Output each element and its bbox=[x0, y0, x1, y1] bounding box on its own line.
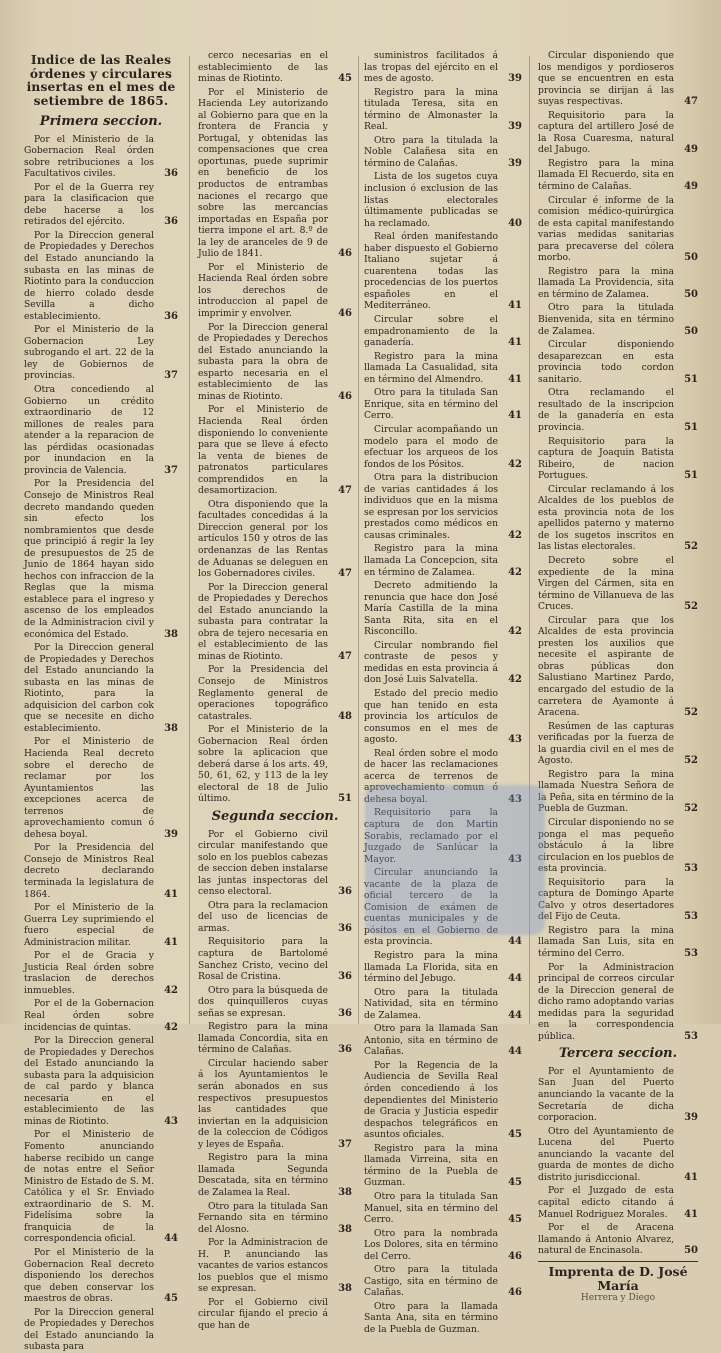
index-entry bbox=[198, 404, 352, 496]
entry-page-number: 53 bbox=[684, 911, 698, 923]
entry-text: Otro para la titulada Castigo, sita en término de Calañas. bbox=[364, 1264, 498, 1299]
entry-text: Real órden sobre el modo de hacer las reclamaciones acerca de terrenos de aprovechamiento comun ó dehesa boyal. bbox=[364, 747, 498, 805]
index-entry bbox=[364, 543, 522, 578]
entry-text: Por el Gobierno civil circular fijando el precio á que han de bbox=[198, 1296, 328, 1331]
index-entry bbox=[538, 769, 698, 815]
entry-text: Registro para la mina llamada Nuestra Señora de la Peña, sita en término de la Puebla de Guzman. bbox=[538, 768, 674, 815]
entry-page-number: 48 bbox=[338, 710, 352, 722]
index-entry bbox=[24, 998, 178, 1033]
entry-text: Por la Direccion general de Propiedades y Derechos del Estado anunciando la subasta para la obra de esparto necesaria en el establecimiento de las minas de Riotinto. bbox=[198, 321, 328, 402]
entry-page-number: 53 bbox=[684, 1030, 698, 1042]
column-1 bbox=[24, 50, 178, 1353]
column-4 bbox=[538, 50, 698, 1303]
index-entry bbox=[24, 1129, 178, 1244]
index-entry bbox=[198, 664, 352, 722]
index-entry bbox=[198, 724, 352, 805]
entry-text: Registro para la mina titulada Teresa, sita en término de Almonaster la Real. bbox=[364, 86, 498, 133]
entry-page-number: 47 bbox=[338, 485, 352, 497]
entry-text: Otro para la titulada San Enrique, sita en término del Cerro. bbox=[364, 387, 498, 422]
entry-text: Por el Gobierno civil circular manifestando que solo en los pueblos cabezas de seccion deben instalarse las juntas inspectoras del censo electoral. bbox=[198, 828, 328, 898]
entry-page-number: 47 bbox=[338, 568, 352, 580]
entry-page-number: 49 bbox=[684, 181, 698, 193]
entry-page-number: 44 bbox=[508, 936, 522, 948]
entry-text: Por el de Aracena llamando á Antonio Alvarez, natural de Encinasola. bbox=[538, 1222, 674, 1257]
entry-page-number: 43 bbox=[164, 1115, 178, 1127]
index-entry bbox=[364, 314, 522, 349]
entry-page-number: 50 bbox=[684, 288, 698, 300]
entry-page-number: 51 bbox=[684, 470, 698, 482]
index-entry bbox=[24, 182, 178, 228]
index-entry bbox=[364, 387, 522, 422]
ink-stamp bbox=[365, 785, 545, 935]
entry-text: Registro para la mina llamada Virreina, sita en término de la Puebla de Guzman. bbox=[364, 1142, 498, 1189]
entry-page-number: 46 bbox=[338, 248, 352, 260]
entry-page-number: 41 bbox=[508, 373, 522, 385]
entry-page-number: 52 bbox=[684, 707, 698, 719]
entry-text: Por el Juzgado de esta capital edicto citando á Manuel Rodriguez Morales. bbox=[538, 1185, 674, 1220]
index-entry bbox=[538, 387, 698, 433]
entry-page-number: 45 bbox=[508, 1129, 522, 1141]
section-heading-tercera: Tercera seccion. bbox=[558, 1046, 678, 1062]
entry-text: Otro para la nombrada Los Dolores, sita en término del Cerro. bbox=[364, 1227, 498, 1262]
entry-text: Por el Ministerio de la Gobernacion Real órden sobre retribuciones a los Facultativos civiles. bbox=[24, 133, 154, 180]
entry-page-number: 46 bbox=[338, 390, 352, 402]
entry-text: Por el Ministerio de Hacienda Real órden disponiendo lo conveniente para que se lleve á efecto la venta de bienes de patronatos particulares comprendidos en la desamortizacion. bbox=[198, 404, 328, 497]
entry-text: Por la Direccion general de Propiedades y Derechos del Estado anunciando la subasta para contratar la obra de tejero necesaria en el establecimiento de las minas de Riotinto. bbox=[198, 581, 328, 662]
entry-text: Registro para la mina llamada Segunda Descatada, sita en término de Zalamea la Real. bbox=[198, 1152, 328, 1198]
index-entry bbox=[364, 1264, 522, 1299]
entry-page-number: 41 bbox=[508, 300, 522, 312]
entry-text: Registro para la mina llamada La Concepcion, sita en término de Zalamea. bbox=[364, 543, 498, 578]
index-entry bbox=[364, 231, 522, 312]
entry-page-number: 38 bbox=[164, 628, 178, 640]
index-entry bbox=[538, 302, 698, 337]
index-entry bbox=[538, 962, 698, 1043]
entry-page-number: 38 bbox=[164, 722, 178, 734]
entry-page-number: 50 bbox=[684, 252, 698, 264]
index-entry bbox=[538, 615, 698, 719]
index-entry bbox=[538, 50, 698, 108]
entry-page-number: 39 bbox=[684, 1112, 698, 1124]
index-entry bbox=[538, 1066, 698, 1124]
entry-page-number: 36 bbox=[338, 1044, 352, 1056]
entry-text: Por el de Gracia y Justicia Real órden sobre traslacion de derechos inmuebles. bbox=[24, 950, 154, 996]
index-entry bbox=[24, 134, 178, 180]
entry-text: Requisitorio para la captura del artillero José de la Rosa Cuaresma, natural del Jabugo. bbox=[538, 109, 674, 156]
entry-page-number: 41 bbox=[684, 1208, 698, 1220]
column-4-entries bbox=[538, 50, 698, 1042]
entry-page-number: 45 bbox=[508, 1214, 522, 1226]
entry-page-number: 36 bbox=[164, 216, 178, 228]
entry-text: Otra disponiendo que la facultades concedidas á la Direccion general por los artículos 150 y otros de las ordenanzas de las Rentas de Aduanas se deleguen en los Gobernadores civiles. bbox=[198, 498, 328, 580]
entry-text: Por el Ministerio de Fomento anunciando haberse recibido un cange de notas entre el Señor Ministro de Estado de S. M. Católica y el Sr. Enviado extraordinario de S. M. Fidelísima sobre la franquicia de la correspondencia oficial. bbox=[24, 1129, 154, 1245]
entry-text: Registro para la mina llamada Concordia, sita en término de Calañas. bbox=[198, 1021, 328, 1056]
entry-text: Requisitorio para la captura de Bartolomé Sanchez Cristo, vecino del Rosal de Cristina. bbox=[198, 936, 328, 983]
entry-text: Decreto sobre el expediente de la mina Virgen del Cármen, sita en término de Villanueva de las Cruces. bbox=[538, 554, 674, 613]
entry-page-number: 49 bbox=[684, 144, 698, 156]
index-entry bbox=[364, 171, 522, 229]
entry-text: Requisitorio para la captura de don Martin Sorabis, reclamado por el Juzgado de Sanlúcar la Mayor. bbox=[364, 807, 498, 865]
entry-page-number: 36 bbox=[164, 310, 178, 322]
entry-page-number: 39 bbox=[508, 121, 522, 133]
index-entry bbox=[364, 1191, 522, 1226]
entry-page-number: 44 bbox=[508, 1046, 522, 1058]
index-entry bbox=[538, 555, 698, 613]
index-entry bbox=[538, 158, 698, 193]
entry-text: Otro para la llamada San Antonio, sita en término de Calañas. bbox=[364, 1023, 498, 1058]
column-rule bbox=[358, 56, 359, 1024]
index-entry bbox=[24, 478, 178, 640]
index-entry bbox=[364, 50, 522, 85]
entry-text: Otro para la titulada San Fernando sita en término del Alosno. bbox=[198, 1200, 328, 1235]
entry-text: Lista de los sugetos cuya inclusion ó exclusion de las listas electorales últimamente publicadas se ha reclamado. bbox=[364, 171, 498, 229]
index-entry bbox=[198, 1021, 352, 1056]
entry-text: Circular é informe de la comision médico-quirúrgica de esta capital manifestando varias medidas sanitarias para precaverse del cólera morbo. bbox=[538, 194, 674, 264]
entry-page-number: 51 bbox=[684, 373, 698, 385]
entry-page-number: 43 bbox=[508, 793, 522, 805]
column-2 bbox=[198, 50, 352, 1331]
index-entry bbox=[538, 817, 698, 875]
index-entry bbox=[538, 1222, 698, 1257]
entry-text: Registro para la mina llamada El Recuerdo, sita en término de Calañas. bbox=[538, 157, 674, 193]
index-entry bbox=[24, 324, 178, 382]
index-entry bbox=[538, 110, 698, 156]
entry-page-number: 36 bbox=[338, 1007, 352, 1019]
entry-page-number: 41 bbox=[164, 936, 178, 948]
index-entry bbox=[364, 135, 522, 170]
entry-page-number: 42 bbox=[164, 1021, 178, 1033]
entry-text: Por la Direccion general de Propiedades y Derechos del Estado anunciando la subasta en las minas de Riotinto para la conduccion de hierro colado desde Sevilla a dicho establecimiento. bbox=[24, 229, 154, 322]
index-entry bbox=[538, 195, 698, 264]
entry-page-number: 38 bbox=[338, 1186, 352, 1198]
index-entry bbox=[198, 87, 352, 260]
index-entry bbox=[538, 925, 698, 960]
index-entry bbox=[364, 1228, 522, 1263]
entry-page-number: 36 bbox=[338, 886, 352, 898]
entry-page-number: 42 bbox=[508, 674, 522, 686]
entry-page-number: 51 bbox=[684, 421, 698, 433]
index-entry bbox=[364, 351, 522, 386]
index-entry bbox=[364, 950, 522, 985]
index-entry bbox=[538, 1185, 698, 1220]
index-entry bbox=[538, 1126, 698, 1184]
entry-text: Circular disponiendo que los mendigos y pordioseros que se encuentren en esta provincia se dirijan á las suyas respectivas. bbox=[538, 50, 674, 108]
entry-page-number: 37 bbox=[338, 1138, 352, 1150]
entry-text: Por la Regencia de la Audiencia de Sevilla Real órden concediendo á los dependientes del Ministerio de Gracia y Justicia espedir despachos telegráficos en asuntos oficiales. bbox=[364, 1059, 498, 1141]
entry-text: Otro para la titulada San Manuel, sita en término del Cerro. bbox=[364, 1190, 498, 1226]
entry-text: suministros facilitados á las tropas del ejército en el mes de agosto. bbox=[364, 50, 498, 85]
entry-text: Por la Presidencia del Consejo de Ministros Real decreto declarando terminada la legislatura de 1864. bbox=[24, 842, 154, 900]
entry-text: Otra para la distribucion de varias cantidades á los individuos que en la misma se espresan por los servicios prestados como médicos en causas criminales. bbox=[364, 472, 498, 541]
entry-page-number: 52 bbox=[684, 755, 698, 767]
entry-page-number: 52 bbox=[684, 541, 698, 553]
entry-page-number: 46 bbox=[338, 308, 352, 320]
entry-text: Registro para la mina llamada La Casualidad, sita en término del Almendro. bbox=[364, 350, 498, 385]
entry-text: Por la Presidencia del Consejo de Ministros Reglamento general de operaciones topográfico catastrales. bbox=[198, 664, 328, 722]
entry-text: Por la Direccion general de Propiedades y Derechos del Estado anunciando la subasta para bbox=[24, 1306, 154, 1353]
entry-text: Requisitorio para la captura de Joaquin Batista Ribeiro, de nacion Portugues. bbox=[538, 435, 674, 482]
entry-text: Otro para la titulada Bienvenida, sita en término de Zalamea. bbox=[538, 302, 674, 337]
index-entry bbox=[538, 339, 698, 385]
column-3-entries bbox=[364, 50, 522, 1336]
entry-page-number: 36 bbox=[338, 922, 352, 934]
index-entry bbox=[364, 640, 522, 686]
column-1-entries bbox=[24, 134, 178, 1353]
entry-page-number: 44 bbox=[508, 973, 522, 985]
entry-page-number: 46 bbox=[508, 1250, 522, 1262]
entry-text: Circular nombrando fiel contraste de pesos y medidas en esta provincia á don José Luis Salvatella. bbox=[364, 639, 498, 686]
entry-page-number: 36 bbox=[164, 168, 178, 180]
entry-text: Por la Administracion principal de correos circular de la Direccion general de dicho ramo adoptando varias medidas para la seguridad en la correspondencia pública. bbox=[538, 961, 674, 1042]
index-entry bbox=[198, 1297, 352, 1332]
entry-page-number: 39 bbox=[508, 157, 522, 169]
entry-page-number: 41 bbox=[684, 1171, 698, 1183]
entry-page-number: 47 bbox=[684, 96, 698, 108]
index-entry bbox=[198, 1058, 352, 1150]
index-entry bbox=[198, 1201, 352, 1236]
entry-page-number: 38 bbox=[338, 1223, 352, 1235]
entry-page-number: 42 bbox=[164, 984, 178, 996]
entry-text: Circular disponiendo desaparezcan en esta provincia todo cordon sanitario. bbox=[538, 339, 674, 385]
entry-text: Decreto admitiendo la renuncia que hace don José María Castilla de la mina Santa Rita, sita en el Risconcillo. bbox=[364, 580, 498, 638]
index-entry bbox=[24, 736, 178, 840]
index-entry bbox=[198, 582, 352, 663]
index-entry bbox=[364, 1060, 522, 1141]
entry-page-number: 42 bbox=[508, 566, 522, 578]
entry-page-number: 45 bbox=[338, 73, 352, 85]
index-entry bbox=[198, 936, 352, 982]
index-entry bbox=[24, 1307, 178, 1353]
index-entry bbox=[198, 499, 352, 580]
entry-text: Circular sobre el empadronamiento de la ganadería. bbox=[364, 314, 498, 349]
index-entry bbox=[24, 950, 178, 996]
imprint-line: Imprenta de D. José María bbox=[538, 1261, 698, 1293]
index-entry bbox=[538, 436, 698, 482]
entry-page-number: 36 bbox=[338, 971, 352, 983]
index-entry bbox=[364, 87, 522, 133]
entry-page-number: 51 bbox=[338, 793, 352, 805]
index-entry bbox=[364, 1143, 522, 1189]
entry-page-number: 43 bbox=[508, 853, 522, 865]
entry-text: Por la Direccion general de Propiedades y Derechos del Estado anunciando la subasta en las minas de Riotinto, para la adquisicion del carbon cok que se necesite en dicho establecimiento. bbox=[24, 642, 154, 734]
entry-page-number: 44 bbox=[508, 1009, 522, 1021]
index-entry bbox=[24, 1035, 178, 1127]
entry-page-number: 43 bbox=[508, 734, 522, 746]
column-2b-entries bbox=[198, 829, 352, 1332]
entry-page-number: 40 bbox=[508, 217, 522, 229]
entry-page-number: 42 bbox=[508, 529, 522, 541]
entry-text: Por el Ministerio de la Gobernacion Ley subrogando el art. 22 de la ley de Gobiernos de provincias. bbox=[24, 324, 154, 382]
entry-page-number: 42 bbox=[508, 458, 522, 470]
entry-page-number: 38 bbox=[338, 1283, 352, 1295]
entry-text: Circular acompañando un modelo para el modo de efectuar los arqueos de los fondos de los Pósitos. bbox=[364, 423, 498, 470]
index-entry bbox=[24, 384, 178, 476]
entry-text: Por el Ministerio de Hacienda Real órden sobre los derechos de introduccion al papel de imprimir y envolver. bbox=[198, 261, 328, 320]
entry-page-number: 45 bbox=[508, 1177, 522, 1189]
entry-page-number: 39 bbox=[508, 73, 522, 85]
column-rule bbox=[189, 56, 190, 1024]
entry-page-number: 39 bbox=[164, 828, 178, 840]
index-entry bbox=[198, 262, 352, 320]
entry-page-number: 53 bbox=[684, 863, 698, 875]
entry-text: Registro para la mina llamada La Providencia, sita en término de Zalamea. bbox=[538, 265, 674, 300]
entry-text: Circular reclamando á los Alcaldes de los pueblos de esta provincia nota de los apellidos paterno y materno de los sugetos inscritos en las listas electorales. bbox=[538, 483, 674, 553]
entry-text: Requisitorio para la captura de Domingo Aparte Calvo y otros desertadores del Fijo de Ceuta. bbox=[538, 876, 674, 923]
section-heading-segunda: Segunda seccion. bbox=[211, 809, 339, 824]
entry-text: Circular disponiendo no se ponga el mas pequeño obstáculo á la libre circulacion en los pueblos de esta provincia. bbox=[538, 817, 674, 875]
entry-text: Otro para la titulada Natividad, sita en término de Zalamea. bbox=[364, 986, 498, 1021]
entry-text: Otro para la búsqueda de dos quinquilleros cuyas señas se expresan. bbox=[198, 984, 328, 1019]
entry-page-number: 50 bbox=[684, 1245, 698, 1257]
entry-text: Por el Ministerio de Hacienda Real decreto sobre el derecho de reclamar por los Ayuntamientos las excepciones acerca de terrenos de aprovechamiento comun ó dehesa boyal. bbox=[24, 736, 154, 840]
section-heading-primera: Primera seccion. bbox=[39, 114, 163, 129]
entry-text: Por el Ministerio de la Guerra Ley suprimiendo el fuero especial de Administracion militar. bbox=[24, 902, 154, 948]
entry-text: Circular haciendo saber á los Ayuntamientos le serán abonados en sus respectivos presupuestos las cantidades que inviertan en la adquisicion de la coleccion de Códigos y leyes de España. bbox=[198, 1057, 328, 1150]
entry-text: Otro para la llamada Santa Ana, sita en término de la Puebla de Guzman. bbox=[364, 1300, 498, 1335]
index-entry bbox=[364, 424, 522, 470]
entry-text: Real órden manifestando haber dispuesto el Gobierno Italiano sujetar á cuarentena todas las procedencias de los puertos españoles en el Mediterráneo. bbox=[364, 231, 498, 312]
entry-text: Por la Administracion de H. P. anunciando las vacantes de varios estancos los pueblos que el mismo se expresan. bbox=[198, 1237, 329, 1295]
entry-page-number: 41 bbox=[164, 888, 178, 900]
index-entry bbox=[198, 50, 352, 85]
column-4b-entries bbox=[538, 1066, 698, 1257]
entry-text: Otro del Ayuntamiento de Lucena del Puerto anunciando la vacante del guarda de montes de dicho distrito jurisdiccional. bbox=[538, 1125, 674, 1183]
entry-text: Otra concediendo al Gobierno un crédito extraordinario de 12 millones de reales para atender a la reparacion de las pérdidas ocasionadas por inundacion en la provincia de Valencia. bbox=[24, 384, 154, 476]
entry-page-number: 47 bbox=[338, 650, 352, 662]
index-entry bbox=[24, 230, 178, 322]
entry-page-number: 45 bbox=[164, 1293, 178, 1305]
index-entry bbox=[538, 877, 698, 923]
entry-text: Por el Ministerio de la Gobernacion Real decreto disponiendo los derechos que deben conservar los maestros de obras. bbox=[24, 1246, 154, 1305]
index-entry bbox=[198, 985, 352, 1020]
entry-text: Registro para la mina llamada San Luis, sita en término del Cerro. bbox=[538, 924, 674, 960]
entry-page-number: 44 bbox=[164, 1233, 178, 1245]
entry-text: Por la Direccion general de Propiedades y Derechos del Estado anunciando la subasta para la adquisicion de cal pardo y blanca necesaria en el establecimiento de las minas de Riotinto. bbox=[24, 1035, 154, 1127]
entry-page-number: 37 bbox=[164, 370, 178, 382]
index-entry bbox=[24, 902, 178, 948]
index-entry bbox=[24, 642, 178, 734]
entry-text: Circular anunciando la vacante de la plaza de oficial tercero de la Comision de exámen de cuentas municipales y de pósitos en el Gobierno de esta provincia. bbox=[364, 867, 498, 948]
entry-text: Estado del precio medio que han tenido en esta provincia los artículos de consumos en el mes de agosto. bbox=[364, 687, 498, 746]
index-entry bbox=[364, 688, 522, 746]
index-entry bbox=[364, 1301, 522, 1336]
entry-text: Otra reclamando el resultado de la inscripcion de la ganadería en esta provincia. bbox=[538, 387, 674, 433]
entry-text: Por el Ministerio de la Gobernacion Real órden sobre la aplicacion que deberá darse á los arts. 49, 50, 61, 62, y 113 de la ley electoral de 18 de Julio último. bbox=[198, 724, 328, 805]
entry-text: Por el Ministerio de Hacienda Ley autorizando al Gobierno para que en la frontera de Francia y Portugal, y obtenidas las compensaciones que crea oportunas, puede suprimir en beneficio de los productos de entrambas naciones el recargo que sobre las mercancías importadas en España por tierra impone el art. 8.º de la ley de aranceles de 9 de Julio de 1841. bbox=[198, 86, 328, 260]
index-entry bbox=[538, 721, 698, 767]
index-entry bbox=[24, 1247, 178, 1305]
index-entry bbox=[538, 484, 698, 553]
entry-text: Por el de la Guerra rey para la clasificacion que debe hacerse a los retirados del ejército. bbox=[24, 181, 154, 228]
entry-page-number: 42 bbox=[508, 626, 522, 638]
entry-text: Por el de la Gobernacion Real órden sobre incidencias de quintas. bbox=[24, 998, 154, 1033]
entry-text: Por el Ayuntamiento de San Juan del Puerto anunciando la vacante de la Secretaría de dicha corporacion. bbox=[538, 1065, 674, 1124]
index-entry bbox=[364, 987, 522, 1022]
index-entry bbox=[364, 1023, 522, 1058]
entry-text: Circular para que los Alcaldes de esta provincia presten los auxilios que necesite el aspirante de obras públicas don Salustiano Martinez Pardo, encargado del estudio de la carretera de Ayamonte á Aracena. bbox=[538, 614, 674, 719]
entry-page-number: 46 bbox=[508, 1287, 522, 1299]
entry-text: Por la Presidencia del Consejo de Ministros Real decreto mandando queden sin efecto los nombramientos que desde que principió á regir la ley de presupuestos de 25 de Junio de 1864 hayan sido hechos con infraccion de la Reglas que la misma establece para el ingreso y ascenso de los empleados de la Administracion civil y económica del Estado. bbox=[24, 478, 154, 640]
column-2-entries bbox=[198, 50, 352, 805]
index-entry bbox=[364, 472, 522, 541]
entry-text: Otro para la titulada la Noble Calañesa sita en término de Calañas. bbox=[364, 134, 498, 169]
entry-text: Otra para la reclamacion del uso de licencias de armas. bbox=[198, 899, 328, 934]
entry-page-number: 37 bbox=[164, 464, 178, 476]
entry-text: cerco necesarias en el establecimiento de las minas de Riotinto. bbox=[198, 50, 328, 85]
index-entry bbox=[538, 266, 698, 301]
entry-text: Registro para la mina llamada La Florida, sita en término del Jebugo. bbox=[364, 950, 498, 985]
index-entry bbox=[198, 900, 352, 935]
entry-page-number: 53 bbox=[684, 948, 698, 960]
entry-page-number: 41 bbox=[508, 410, 522, 422]
entry-text: Resúmen de las capturas verificadas por la fuerza de la guardia civil en el mes de Agosto. bbox=[538, 720, 674, 767]
index-entry bbox=[198, 1152, 352, 1198]
entry-page-number: 52 bbox=[684, 803, 698, 815]
imprint-subline: Herrera y Diego bbox=[580, 1292, 656, 1303]
entry-page-number: 41 bbox=[508, 337, 522, 349]
index-title: Indice de las Reales órdenes y circulares insertas en el mes de setiembre de 1865. bbox=[26, 53, 176, 108]
entry-page-number: 52 bbox=[684, 601, 698, 613]
index-entry bbox=[198, 322, 352, 403]
index-entry bbox=[364, 580, 522, 638]
index-entry bbox=[24, 842, 178, 900]
entry-page-number: 50 bbox=[684, 325, 698, 337]
index-entry bbox=[198, 1237, 352, 1295]
index-entry bbox=[198, 829, 352, 898]
